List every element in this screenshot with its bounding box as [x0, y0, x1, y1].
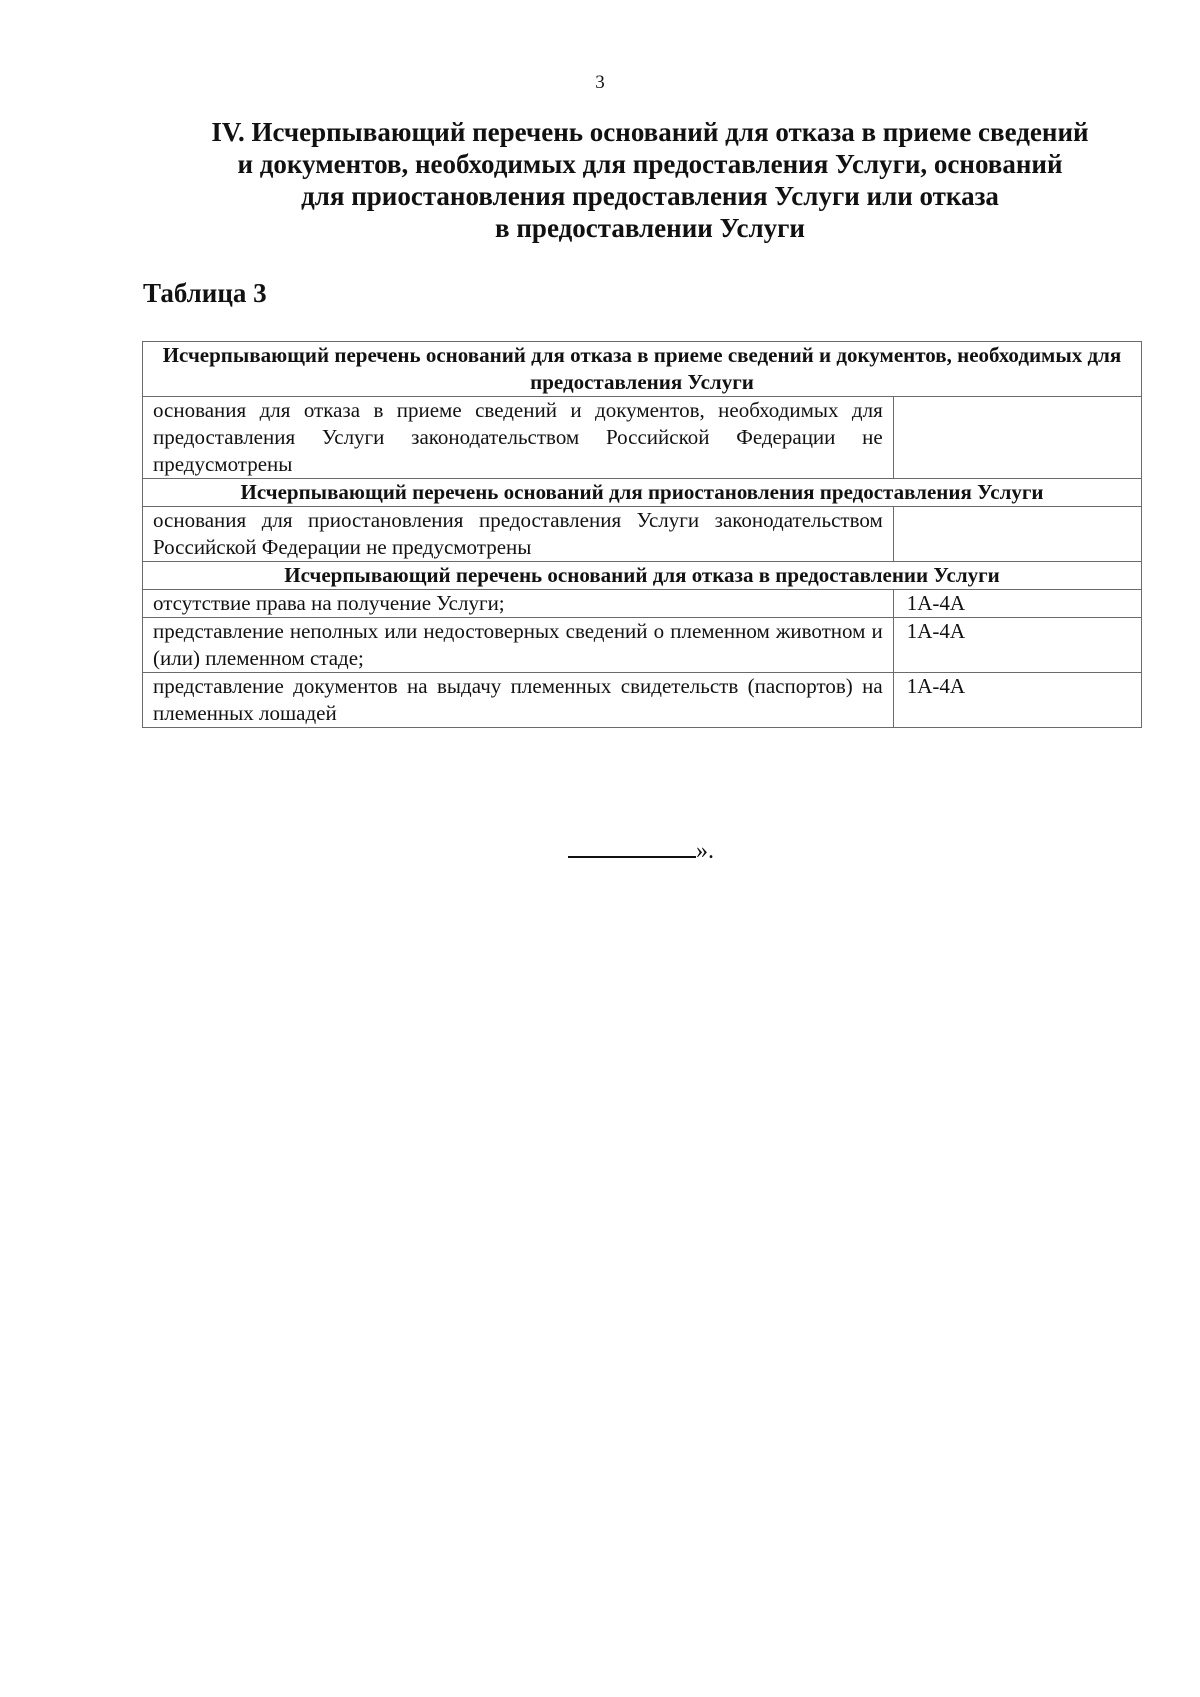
- ground-text-cell: представление документов на выдачу племенных свидетельств (паспортов) на племенных лошадей: [143, 673, 894, 728]
- table-caption: Таблица 3: [143, 278, 267, 308]
- group-heading-refusal-acceptance: Исчерпывающий перечень оснований для отказа в приеме сведений и документов, необходимых для предоставления Услуги: [143, 342, 1142, 397]
- ground-text-cell: основания для отказа в приеме сведений и документов, необходимых для предоставления Услуги законодательством Российской Федерации не предусмотрены: [143, 397, 894, 479]
- ground-text-cell: представление неполных или недостоверных сведений о племенном животном и (или) племенном стаде;: [143, 618, 894, 673]
- table-row: [143, 618, 1142, 673]
- closing-mark: [568, 836, 714, 865]
- ground-code-cell: 1А-4А: [893, 590, 1141, 618]
- page-number: 3: [595, 72, 605, 93]
- closing-quote: ».: [696, 838, 714, 864]
- ground-code-cell: 1А-4А: [893, 673, 1141, 728]
- group-heading-refusal-service: Исчерпывающий перечень оснований для отказа в предоставлении Услуги: [143, 562, 1142, 590]
- table-group-heading-row: [143, 479, 1142, 507]
- table-row: [143, 673, 1142, 728]
- ground-code-cell: 1А-4А: [893, 618, 1141, 673]
- section-title-line: для приостановления предоставления Услуги или отказа: [301, 181, 999, 211]
- ground-text-cell: основания для приостановления предоставления Услуги законодательством Российской Федерации не предусмотрены: [143, 507, 894, 562]
- group-heading-suspension: Исчерпывающий перечень оснований для приостановления предоставления Услуги: [143, 479, 1142, 507]
- section-title: [190, 116, 1110, 244]
- table-row: [143, 397, 1142, 479]
- table-group-heading-row: [143, 562, 1142, 590]
- section-title-line: в предоставлении Услуги: [495, 213, 805, 243]
- ground-code-cell: [893, 507, 1141, 562]
- closing-underline: [568, 836, 696, 858]
- section-title-line: IV. Исчерпывающий перечень оснований для отказа в приеме сведений: [211, 117, 1089, 147]
- section-title-line: и документов, необходимых для предоставления Услуги, оснований: [237, 149, 1063, 179]
- grounds-table: [142, 341, 1142, 728]
- table-row: [143, 590, 1142, 618]
- table-row: [143, 507, 1142, 562]
- ground-text-cell: отсутствие права на получение Услуги;: [143, 590, 894, 618]
- ground-code-cell: [893, 397, 1141, 479]
- table-group-heading-row: [143, 342, 1142, 397]
